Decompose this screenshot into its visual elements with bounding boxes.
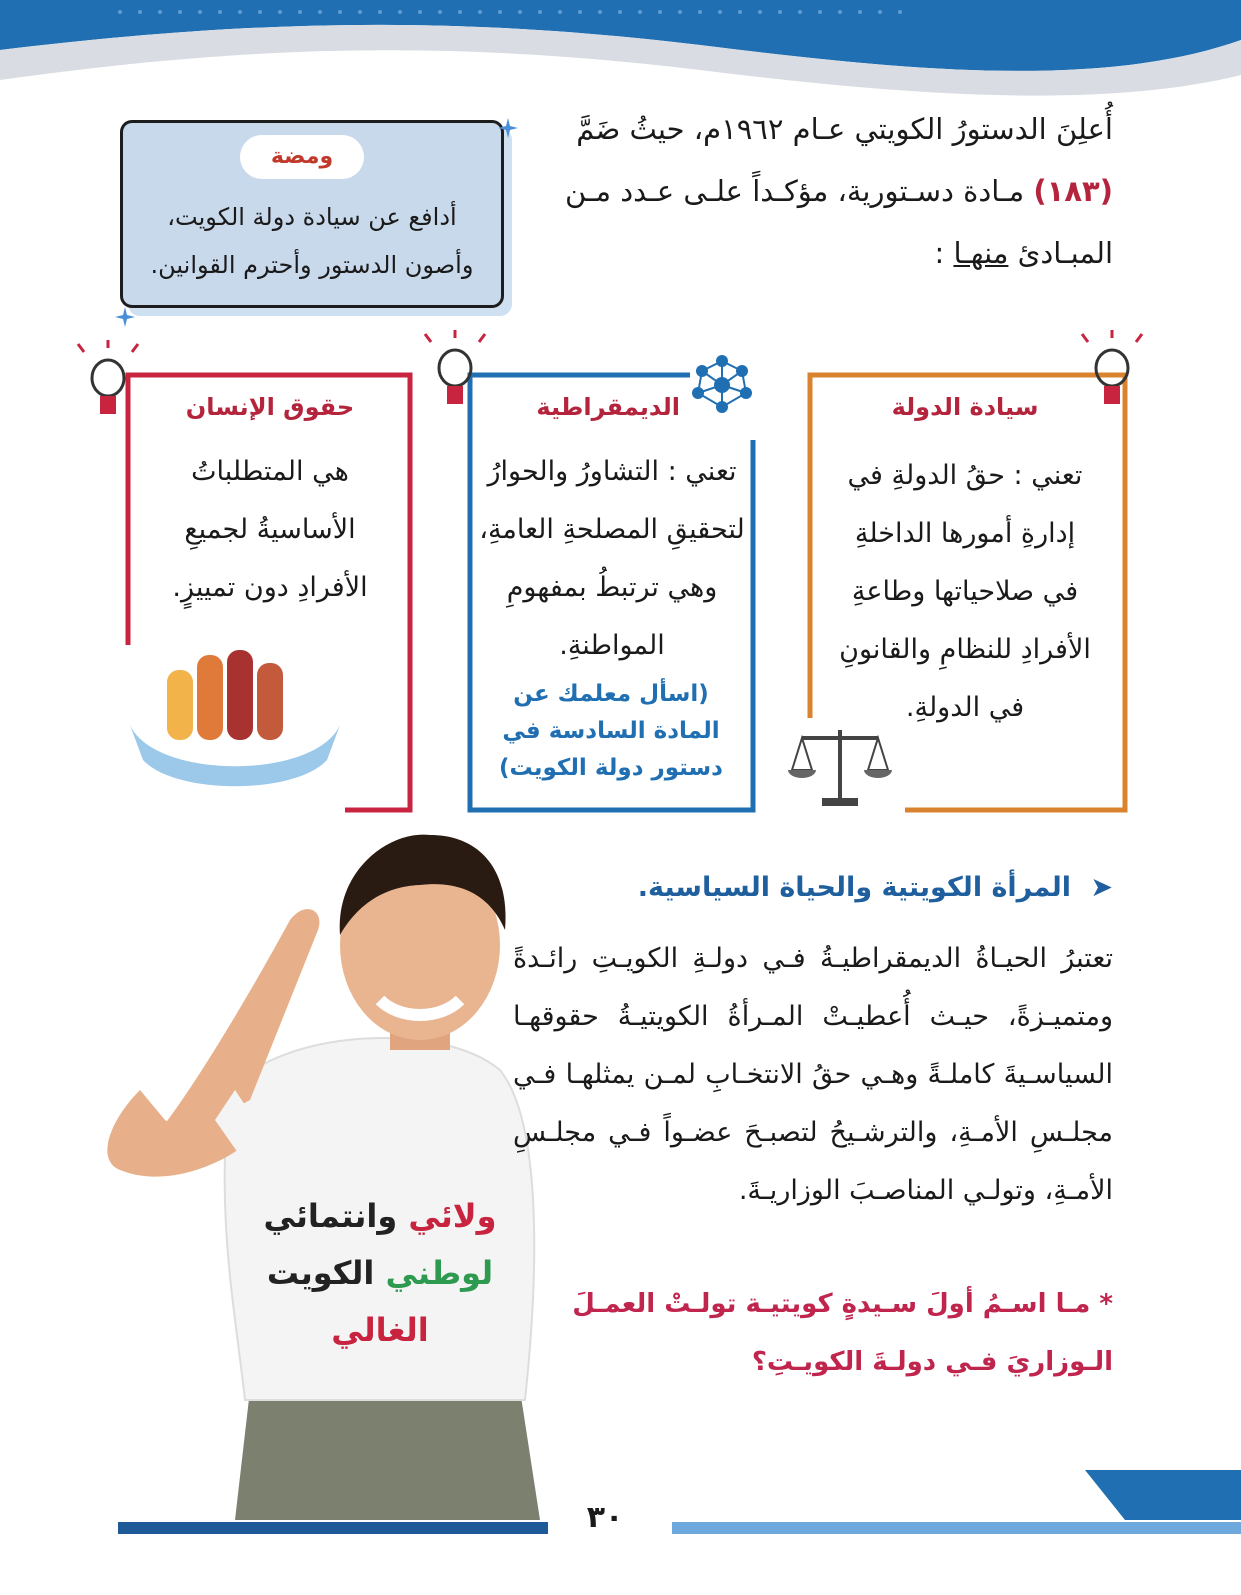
shirt-word: الغالي <box>331 1311 429 1349</box>
raised-hands-illustration <box>130 650 340 786</box>
scales-icon <box>788 730 892 806</box>
lightbulb-icon <box>425 330 485 404</box>
text-line: الأفرادِ دون تمييزٍ. <box>172 572 368 603</box>
page-number: ٣٠ <box>586 1500 624 1535</box>
text-line: الأساسيةُ لجميعِ <box>184 514 356 545</box>
intro-line-2-text: مـادة دسـتورية، مؤكـداً علـى عـدد مـن <box>564 174 1025 208</box>
intro-line-3 <box>538 222 1113 284</box>
text-line: لتحقيقِ المصلحةِ العامةِ، <box>479 514 745 545</box>
shirt-slogan <box>260 1188 500 1359</box>
text-line: تعني : التشاورُ والحوارُ <box>487 456 737 487</box>
shirt-word: لوطني <box>385 1254 494 1292</box>
sovereignty-text <box>820 447 1110 737</box>
human-rights-title: حقوق الإنسان <box>185 393 355 421</box>
sparkle-icon <box>115 307 135 327</box>
flash-line-1: أدافع عن سيادة دولة الكويت، <box>167 203 457 231</box>
women-paragraph: تعتبرُ الحيـاةُ الديمقراطيـةُ فـي دولـةِ الكويـتِ رائـدةً ومتميـزةً، حيـث أُعطيـتْ المـرأةُ الكويتيـةُ حقوقهـا السياسـيةَ كاملـةً وهـي حقُ الانتخـابِ لمـن يمثلهـا فـي مجلـسِ الأمـةِ، والترشـيحُ لتصبـحَ عضـواً فـي مجلـسِ الأمـةِ، وتولـي المناصـبَ الوزاريـةَ. <box>513 943 1113 1206</box>
header-wave-decoration <box>0 0 1241 110</box>
women-section-title <box>553 872 1113 903</box>
text-line: هي المتطلباتُ <box>191 456 349 487</box>
democracy-text <box>478 443 746 675</box>
saluting-boy-illustration <box>0 830 560 1520</box>
network-icon <box>692 355 752 413</box>
shirt-line-3 <box>260 1302 500 1359</box>
text-line: في الدولةِ. <box>905 692 1025 723</box>
text-line: المواطنةِ. <box>559 630 665 661</box>
text-line: في صلاحياتها وطاعةِ <box>851 576 1079 607</box>
sparkle-icon <box>498 118 518 138</box>
shirt-word: ولائي <box>408 1197 497 1235</box>
flash-label: ومضة <box>240 135 364 179</box>
intro-line-2 <box>538 160 1113 222</box>
democracy-note: (اسأل معلمك عن المادة السادسة في دستور دولة الكويت) <box>499 681 723 781</box>
shirt-line-2 <box>260 1245 500 1302</box>
shirt-word: الكويت <box>266 1254 375 1292</box>
text-line: تعني : حقُ الدولةِ في <box>847 460 1083 491</box>
article-count: (١٨٣) <box>1033 174 1113 208</box>
text-line: وهي ترتبطُ بمفهومِ <box>506 572 718 603</box>
flash-box <box>120 120 504 308</box>
flash-line-2: وأصون الدستور وأحترم القوانين. <box>150 251 474 279</box>
intro-paragraph <box>538 98 1113 284</box>
intro-line-1: أُعلِنَ الدستورُ الكويتي عـام ١٩٦٢م، حيثُ ضَمَّ <box>576 112 1113 146</box>
women-title-text: المرأة الكويتية والحياة السياسية. <box>637 872 1071 903</box>
shirt-line-1 <box>260 1188 500 1245</box>
text-line: الأفرادِ للنظامِ والقانونِ <box>839 634 1091 665</box>
text-line: إدارةِ أمورها الداخلةِ <box>854 518 1076 549</box>
intro-line-3-b: : <box>934 236 945 270</box>
shirt-word: وانتمائي <box>263 1197 398 1235</box>
flash-text <box>137 193 487 289</box>
intro-underlined-word: منهـا <box>953 236 1009 270</box>
intro-line-3-a: المبـادئ <box>1017 236 1113 270</box>
democracy-title: الديمقراطية <box>536 393 680 421</box>
human-rights-text <box>140 443 400 617</box>
sovereignty-title: سيادة الدولة <box>891 393 1039 421</box>
arrow-right-icon: ➤ <box>1090 872 1113 903</box>
women-question: * مـا اسـمُ أولَ سـيدةٍ كويتيـة تولـتْ العمـلَ الـوزاريَ فـي دولـةَ الكويـتِ؟ <box>572 1289 1113 1377</box>
